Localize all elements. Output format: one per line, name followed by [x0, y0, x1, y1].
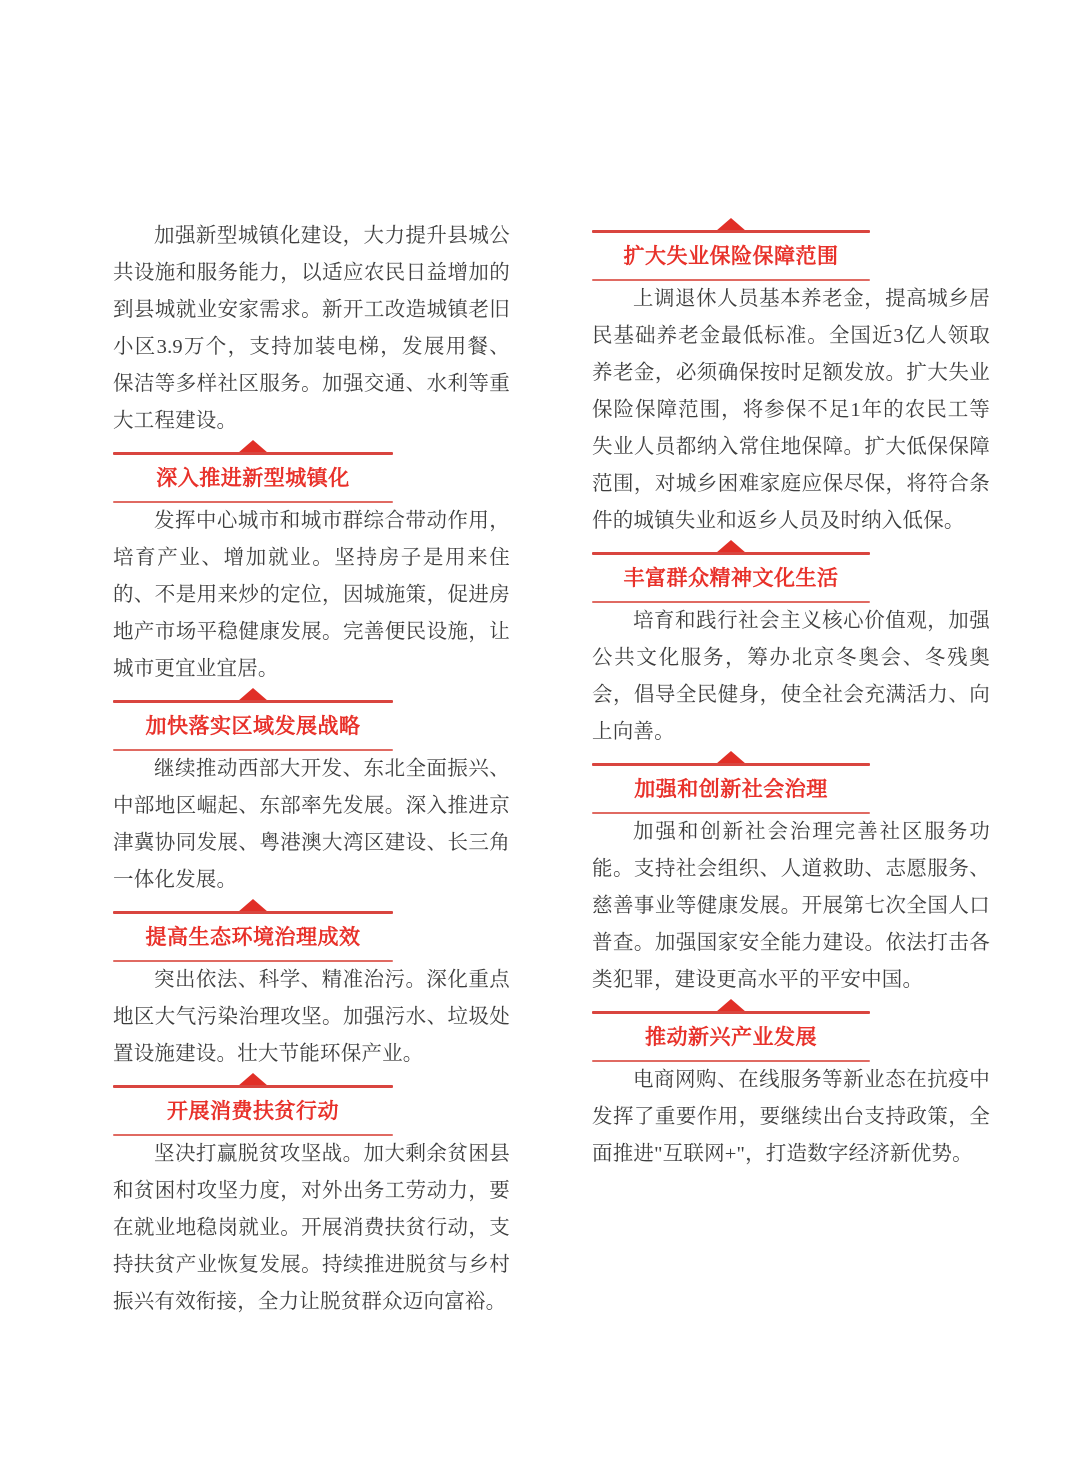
section-heading-label: 扩大失业保险保障范围 [623, 245, 839, 268]
heading-rule-top [592, 763, 870, 766]
body-paragraph: 培育和践行社会主义核心价值观，加强公共文化服务，筹办北京冬奥会、冬残奥会，倡导全民健身，使全社会充满活力、向上向善。 [592, 610, 990, 743]
heading-rule-top [113, 1085, 393, 1088]
body-paragraph: 加强和创新社会治理完善社区服务功能。支持社会组织、人道救助、志愿服务、慈善事业等健康发展。开展第七次全国人口普查。加强国家安全能力建设。依法打击各类犯罪，建设更高水平的平安中国。 [592, 821, 990, 991]
heading-rule-top [592, 1011, 870, 1014]
heading-rule-bottom [113, 501, 393, 503]
body-paragraph: 突出依法、科学、精准治污。深化重点地区大气污染治理攻坚。加强污水、垃圾处置设施建设。壮大节能环保产业。 [113, 969, 510, 1065]
body-paragraph: 坚决打赢脱贫攻坚战。加大剩余贫困县和贫困村攻坚力度，对外出务工劳动力，要在就业地稳岗就业。开展消费扶贫行动，支持扶贫产业恢复发展。持续推进脱贫与乡村振兴有效衔接，全力让脱贫群众迈向富裕。 [113, 1143, 510, 1313]
section-heading-label: 加快落实区域发展战略 [145, 715, 361, 738]
body-paragraph: 继续推动西部大开发、东北全面振兴、中部地区崛起、东部率先发展。深入推进京津冀协同发展、粤港澳大湾区建设、长三角一体化发展。 [113, 758, 510, 891]
two-column-layout [0, 218, 1080, 1321]
heading-rule-bottom [113, 749, 393, 751]
section-heading [113, 1073, 393, 1136]
heading-rule-top [592, 230, 870, 233]
heading-rule-top [592, 552, 870, 555]
section-heading-label: 加强和创新社会治理 [634, 778, 828, 801]
section-heading-label: 提高生态环境治理成效 [145, 926, 361, 949]
section-heading [592, 751, 870, 814]
section-heading-label: 深入推进新型城镇化 [156, 467, 350, 490]
heading-rule-top [113, 911, 393, 914]
section-heading-label: 丰富群众精神文化生活 [623, 567, 839, 590]
section-heading-label: 开展消费扶贫行动 [167, 1100, 339, 1123]
heading-rule-bottom [592, 601, 870, 603]
section-heading [592, 999, 870, 1062]
body-paragraph: 上调退休人员基本养老金，提高城乡居民基础养老金最低标准。全国近3亿人领取养老金，必须确保按时足额发放。扩大失业保险保障范围，将参保不足1年的农民工等失业人员都纳入常住地保障。扩大低保保障范围，对城乡困难家庭应保尽保，将符合条件的城镇失业和返乡人员及时纳入低保。 [592, 288, 990, 532]
heading-rule-bottom [113, 960, 393, 962]
heading-rule-top [113, 452, 393, 455]
heading-rule-bottom [592, 812, 870, 814]
body-paragraph: 加强新型城镇化建设，大力提升县城公共设施和服务能力，以适应农民日益增加的到县城就业安家需求。新开工改造城镇老旧小区3.9万个，支持加装电梯，发展用餐、保洁等多样社区服务。加强交通、水利等重大工程建设。 [113, 225, 510, 432]
section-heading [592, 540, 870, 603]
right-column [540, 218, 1080, 1173]
section-heading-label: 推动新兴产业发展 [645, 1026, 817, 1049]
section-heading [113, 440, 393, 503]
heading-rule-bottom [592, 1060, 870, 1062]
section-heading [113, 899, 393, 962]
heading-rule-bottom [113, 1134, 393, 1136]
body-paragraph: 电商网购、在线服务等新业态在抗疫中发挥了重要作用，要继续出台支持政策，全面推进"互联网+"，打造数字经济新优势。 [592, 1069, 990, 1165]
section-heading [592, 218, 870, 281]
body-paragraph: 发挥中心城市和城市群综合带动作用，培育产业、增加就业。坚持房子是用来住的、不是用来炒的定位，因城施策，促进房地产市场平稳健康发展。完善便民设施，让城市更宜业宜居。 [113, 510, 510, 680]
heading-rule-bottom [592, 279, 870, 281]
left-column [0, 218, 540, 1321]
section-heading [113, 688, 393, 751]
heading-rule-top [113, 700, 393, 703]
